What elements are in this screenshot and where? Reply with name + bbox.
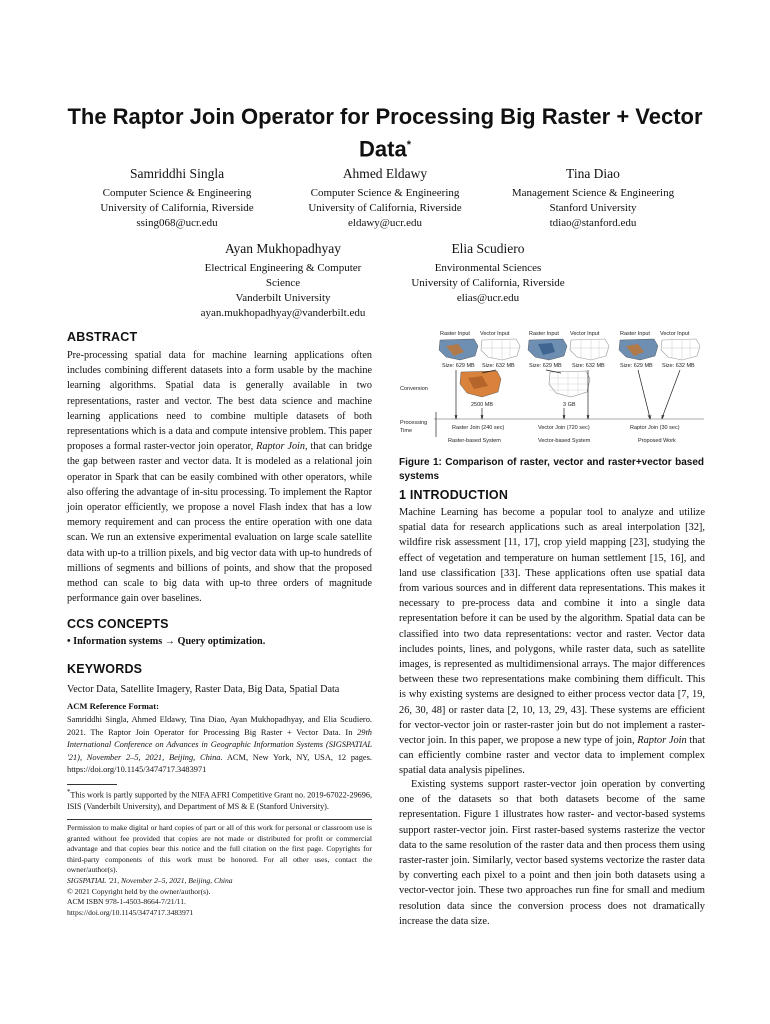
raster-input-label: Raster Input [529, 331, 559, 337]
permission-venue: SIGSPATIAL '21, November 2–5, 2021, Beijing, China [67, 875, 233, 885]
permission-rule [67, 819, 372, 820]
introduction-heading: 1 INTRODUCTION [399, 488, 509, 502]
vector-size-label: Size: 632 MB [662, 363, 695, 369]
footnote-text: This work is partly supported by the NIFA AFRI Competitive Grant no. 2019-67022-29696, ISIS (Vanderbilt University), and Department of MS & E (Stanford University). [67, 790, 372, 812]
introduction-paragraph-1 [399, 505, 705, 779]
author-affiliation: Vanderbilt University [235, 292, 331, 304]
vector-size-label: Size: 632 MB [482, 363, 515, 369]
author-affiliation: Management Science & Engineering [511, 187, 675, 199]
conversion-label: Conversion [400, 386, 428, 392]
processing-label: Processing [400, 420, 428, 426]
raster-map-icon [439, 339, 478, 360]
author-email: elias@ucr.edu [456, 292, 520, 304]
author-email: ayan.mukhopadhyay@vanderbilt.edu [200, 307, 366, 319]
author-affiliation: University of California, Riverside [411, 277, 565, 289]
author-affiliation: Computer Science & Engineering [102, 187, 252, 199]
raptor-join-label: Raptor Join (30 sec) [630, 425, 680, 431]
author-block [373, 240, 603, 306]
author-affiliation: University of California, Riverside [100, 202, 254, 214]
abstract-text [67, 348, 372, 606]
permission-isbn: ACM ISBN 978-1-4503-8664-7/21/11. [67, 897, 186, 907]
permission-text: Permission to make digital or hard copies of part or all of this work for personal or classroom use is granted without fee provided that copies are not made or distributed for profit or commercial advantage and that copies bear this notice and the full citation on the first page. Copyrights for third-party components of this work must be honored. For all other uses, contact the owner/author(s). [67, 823, 372, 875]
vector-input-label: Vector Input [480, 331, 510, 337]
author-name: Ahmed Eldawy [342, 166, 428, 181]
acm-reference-part: Samriddhi Singla, Ahmed Eldawy, Tina Diao, Ayan Mukhopadhyay, and Elia Scudiero. 2021. The Raptor Join Operator for Processing Big Raster + Vector Data. In [67, 715, 372, 737]
raster-input-label: Raster Input [440, 331, 470, 337]
acm-reference-heading: ACM Reference Format: [67, 701, 159, 711]
intro-part: Machine Learning has become a popular tool to analyze and utilize spatial data for research applications such as areal interpolation [32], wildfire risk assessment [11, 17], crop yield mapping [23], studying the effect of vegetation and temperature on human settlement [15, 16], and land use classification [33]. These applications often use spatial data from various sources and in different data representations. This makes it necessary to pre-process data and combine it into a single data representation before it can be used by the algorithm. Spatial data can be classified into two data representations: vector and raster. Vector data includes points, lines, and polygons, while raster data, such as satellite images, is represented as multidimensional arrays. The major differences between these two representations make combining them difficult. This is why existing systems are designed to either process vector data [7, 19, 26, 30, 48] or raster data [2, 10, 13, 29, 43]. These systems are efficient for vector-vector join or raster-raster join but do not implement a raster-vector join. In this paper, we propose a new type of join, [399, 507, 705, 747]
intro-italic: Raptor Join [637, 735, 687, 747]
rasterized-map-icon [460, 371, 501, 397]
author-affiliation: Environmental Sciences [434, 262, 542, 274]
figure-1-diagram [398, 326, 706, 448]
abstract-part: Pre-processing spatial data for machine learning applications often includes combining different datasets into a form usable by the machine learning algorithms. Spatial data is generally available in two representations, raster and vector. The best data science and machine learning applications need to combine multiple datasets of both representations which is a data and compute intensive problem. This paper proposes a formal raster-vector join operator, [67, 350, 372, 453]
permission-block [67, 823, 372, 918]
paper-title [60, 103, 710, 163]
ccs-heading: CCS CONCEPTS [67, 617, 169, 631]
vectorized-size-label: 3 GB [563, 402, 576, 408]
author-affiliation: Computer Science & Engineering [310, 187, 460, 199]
permission-doi: https://doi.org/10.1145/3474717.3483971 [67, 907, 194, 917]
vector-input-label: Vector Input [570, 331, 600, 337]
raster-map-icon [619, 339, 658, 360]
raster-size-label: Size: 629 MB [620, 363, 653, 369]
author-affiliation: Electrical Engineering & Computer [204, 262, 362, 274]
author-email: eldawy@ucr.edu [348, 217, 422, 229]
vectorized-map-icon [549, 371, 590, 397]
paper-title-text: The Raptor Join Operator for Processing Big Raster + Vector Data [67, 104, 703, 162]
author-block [62, 165, 292, 231]
author-block [478, 165, 708, 231]
raster-size-label: Size: 629 MB [529, 363, 562, 369]
author-affiliation: Science [265, 277, 301, 289]
vector-map-icon [481, 339, 520, 360]
author-name: Elia Scudiero [451, 241, 525, 256]
keywords-heading: KEYWORDS [67, 662, 143, 676]
raster-join-label: Raster Join (240 sec) [452, 425, 505, 431]
ccs-item: • Information systems → Query optimization. [67, 636, 266, 647]
permission-copyright: © 2021 Copyright held by the owner/author(s). [67, 886, 211, 896]
title-footnote-mark: * [406, 139, 411, 151]
figure-caption: Figure 1: Comparison of raster, vector and raster+vector based systems [399, 457, 704, 482]
introduction-paragraph-2: Existing systems support raster-vector join operation by converting one of the datasets so that both datasets become of the same representation. Figure 1 illustrates how raster- and vector-based systems support raster-vector join. First raster-based systems rasterize the vector data to the same resolution of the raster data and then process them using raster-raster join. Similarly, vector based systems vectorize the raster data by converting each pixel to a point and then join both datasets using a vector-vector join. These two approaches run fine for small and medium resolution data since the conversion process does not dramatically increase the data size. [399, 779, 705, 927]
keywords-text: Vector Data, Satellite Imagery, Raster Data, Big Data, Spatial Data [67, 684, 340, 695]
abstract-heading: ABSTRACT [67, 330, 138, 344]
raster-size-label: Size: 629 MB [442, 363, 475, 369]
author-block [270, 165, 500, 231]
vector-map-icon [661, 339, 700, 360]
funding-footnote [67, 787, 372, 813]
raster-map-icon [528, 339, 567, 360]
vector-map-icon [570, 339, 609, 360]
author-affiliation: University of California, Riverside [308, 202, 462, 214]
author-block [168, 240, 398, 321]
acm-reference-part: ACM, New York, NY, USA, 12 pages. https://doi.org/10.1145/3474717.3483971 [67, 752, 372, 775]
author-email: ssing068@ucr.edu [136, 217, 218, 229]
proposed-work-label: Proposed Work [638, 438, 676, 444]
abstract-part: , that can bridge the gap between raster and vector data. It is modeled as a relational join operator in Spark that can be easily combined with other operators, while also offering the advantage of in-situ processing. To implement the Raptor join operator efficiently, we propose a novel Flash index that has a low memory requirement and can process the entire operation with one data scan. We run an extensive experimental evaluation on large scale satellite data with up-to a trillion pixels, and big vector data with up-to hundreds of millions of segments and billions of points, and show that the proposed method can scale to big data with up-to three orders of magnitude performance gain over baselines. [67, 441, 373, 605]
vector-join-label: Vector Join (720 sec) [538, 425, 590, 431]
vector-input-label: Vector Input [660, 331, 690, 337]
intro-part: that can efficiently combine raster and vector data to implement complex spatial data analysis pipelines. [399, 735, 705, 777]
time-label: Time [400, 428, 413, 434]
vector-size-label: Size: 632 MB [572, 363, 605, 369]
author-name: Ayan Mukhopadhyay [224, 241, 342, 256]
rasterized-size-label: 2500 MB [471, 402, 494, 408]
acm-reference-italic: 29th International Conference on Advances in Geographic Information Systems (SIGSPATIAL '21), November 2–5, 2021, Beijing, China. [67, 727, 372, 762]
figure-1 [398, 326, 706, 448]
footnote-mark: * [67, 789, 71, 796]
abstract-italic: Raptor Join [256, 441, 305, 453]
raster-system-label: Raster-based System [448, 438, 501, 444]
author-affiliation: Stanford University [549, 202, 637, 214]
acm-reference-text [67, 714, 372, 777]
vector-system-label: Vector-based System [538, 438, 591, 444]
raster-input-label: Raster Input [620, 331, 650, 337]
author-email: tdiao@stanford.edu [549, 217, 637, 229]
author-name: Tina Diao [566, 166, 620, 181]
footnote-rule [67, 784, 117, 785]
author-name: Samriddhi Singla [129, 166, 225, 181]
